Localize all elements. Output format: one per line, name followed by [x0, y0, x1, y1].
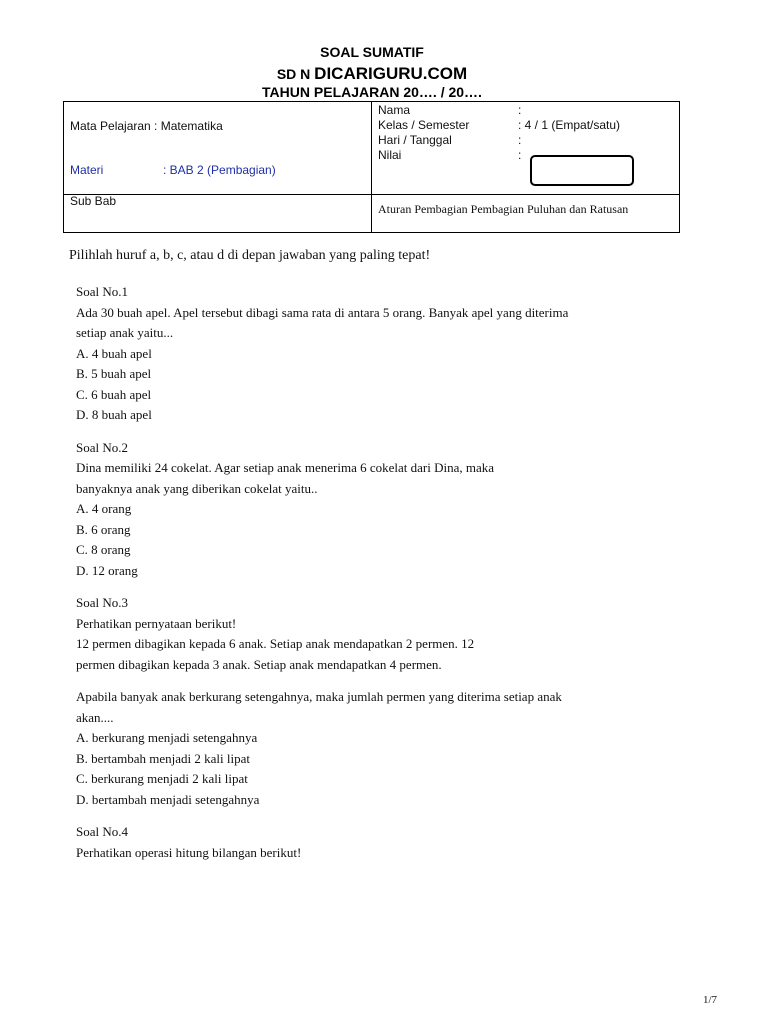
answer-option: D. bertambah menjadi setengahnya — [76, 791, 260, 807]
school-name — [0, 64, 744, 84]
answer-option: D. 12 orang — [76, 562, 138, 578]
question-title: Soal No.3 — [76, 595, 128, 610]
kelas-label: Kelas / Semester — [378, 118, 470, 132]
question-text: Dina memiliki 24 cokelat. Agar setiap anak menerima 6 cokelat dari Dina, maka — [76, 460, 495, 475]
question-text: Perhatikan pernyataan berikut! — [76, 615, 237, 631]
question-text: akan.... — [76, 709, 114, 725]
school-name-text: DICARIGURU.COM — [314, 64, 468, 83]
question-title: Soal No.4 — [76, 824, 128, 839]
score-box — [530, 155, 634, 186]
answer-option: B. bertambah menjadi 2 kali lipat — [76, 750, 251, 766]
nilai-label: Nilai — [378, 148, 402, 162]
answer-option: C. 8 orang — [76, 542, 131, 557]
question-text: Ada 30 buah apel. Apel tersebut dibagi sama rata di antara 5 orang. Banyak apel yang diterima — [76, 304, 569, 320]
page-number: 1/7 — [703, 994, 718, 1006]
instruction: Pilihlah huruf a, b, c, atau d di depan jawaban yang paling tepat! — [69, 248, 431, 263]
answer-option: D. 8 buah apel — [76, 407, 152, 422]
answer-option: B. 6 orang — [76, 521, 131, 537]
answer-option: A. 4 buah apel — [76, 345, 152, 361]
question — [76, 282, 676, 426]
question-text: setiap anak yaitu... — [76, 325, 174, 340]
table-divider — [371, 102, 372, 233]
question-text: permen dibagikan kepada 3 anak. Setiap anak mendapatkan 4 permen. — [76, 656, 442, 672]
school-year: TAHUN PELAJARAN 20…. / 20…. — [262, 84, 482, 100]
answer-option: B. 5 buah apel — [76, 366, 152, 381]
question-text: Apabila banyak anak berkurang setengahnya, maka jumlah permen yang diterima setiap anak — [76, 689, 562, 704]
materi-label: Materi — [70, 163, 104, 177]
answer-option: C. berkurang menjadi 2 kali lipat — [76, 771, 248, 786]
question-title: Soal No.2 — [76, 439, 128, 455]
question — [76, 593, 676, 810]
school-prefix: SD N — [276, 66, 311, 82]
sub-bab-value: Aturan Pembagian Pembagian Puluhan dan Ratusan — [378, 202, 629, 216]
question-text: banyaknya anak yang diberikan cokelat yaitu.. — [76, 480, 318, 496]
question-title: Soal No.1 — [76, 284, 128, 299]
question-text: Perhatikan operasi hitung bilangan berikut! — [76, 844, 302, 860]
answer-option: A. berkurang menjadi setengahnya — [76, 730, 258, 745]
sub-bab-label: Sub Bab — [70, 194, 117, 208]
nilai-value: : — [518, 148, 522, 162]
doc-title: SOAL SUMATIF — [320, 44, 424, 60]
kelas-value: : 4 / 1 (Empat/satu) — [518, 118, 621, 132]
question-text: 12 permen dibagikan kepada 6 anak. Setiap anak mendapatkan 2 permen. 12 — [76, 636, 475, 651]
nama-value: : — [518, 103, 522, 117]
hari-label: Hari / Tanggal — [378, 133, 452, 147]
info-table — [63, 101, 680, 233]
question-list — [76, 282, 676, 863]
question — [76, 438, 676, 582]
nama-label: Nama — [378, 103, 411, 117]
answer-option: A. 4 orang — [76, 501, 132, 516]
answer-option: C. 6 buah apel — [76, 386, 152, 402]
question — [76, 822, 676, 863]
subject-label: Mata Pelajaran : Matematika — [70, 119, 223, 133]
table-divider — [64, 194, 680, 195]
hari-value: : — [518, 133, 522, 147]
materi-value: : BAB 2 (Pembagian) — [163, 163, 276, 177]
